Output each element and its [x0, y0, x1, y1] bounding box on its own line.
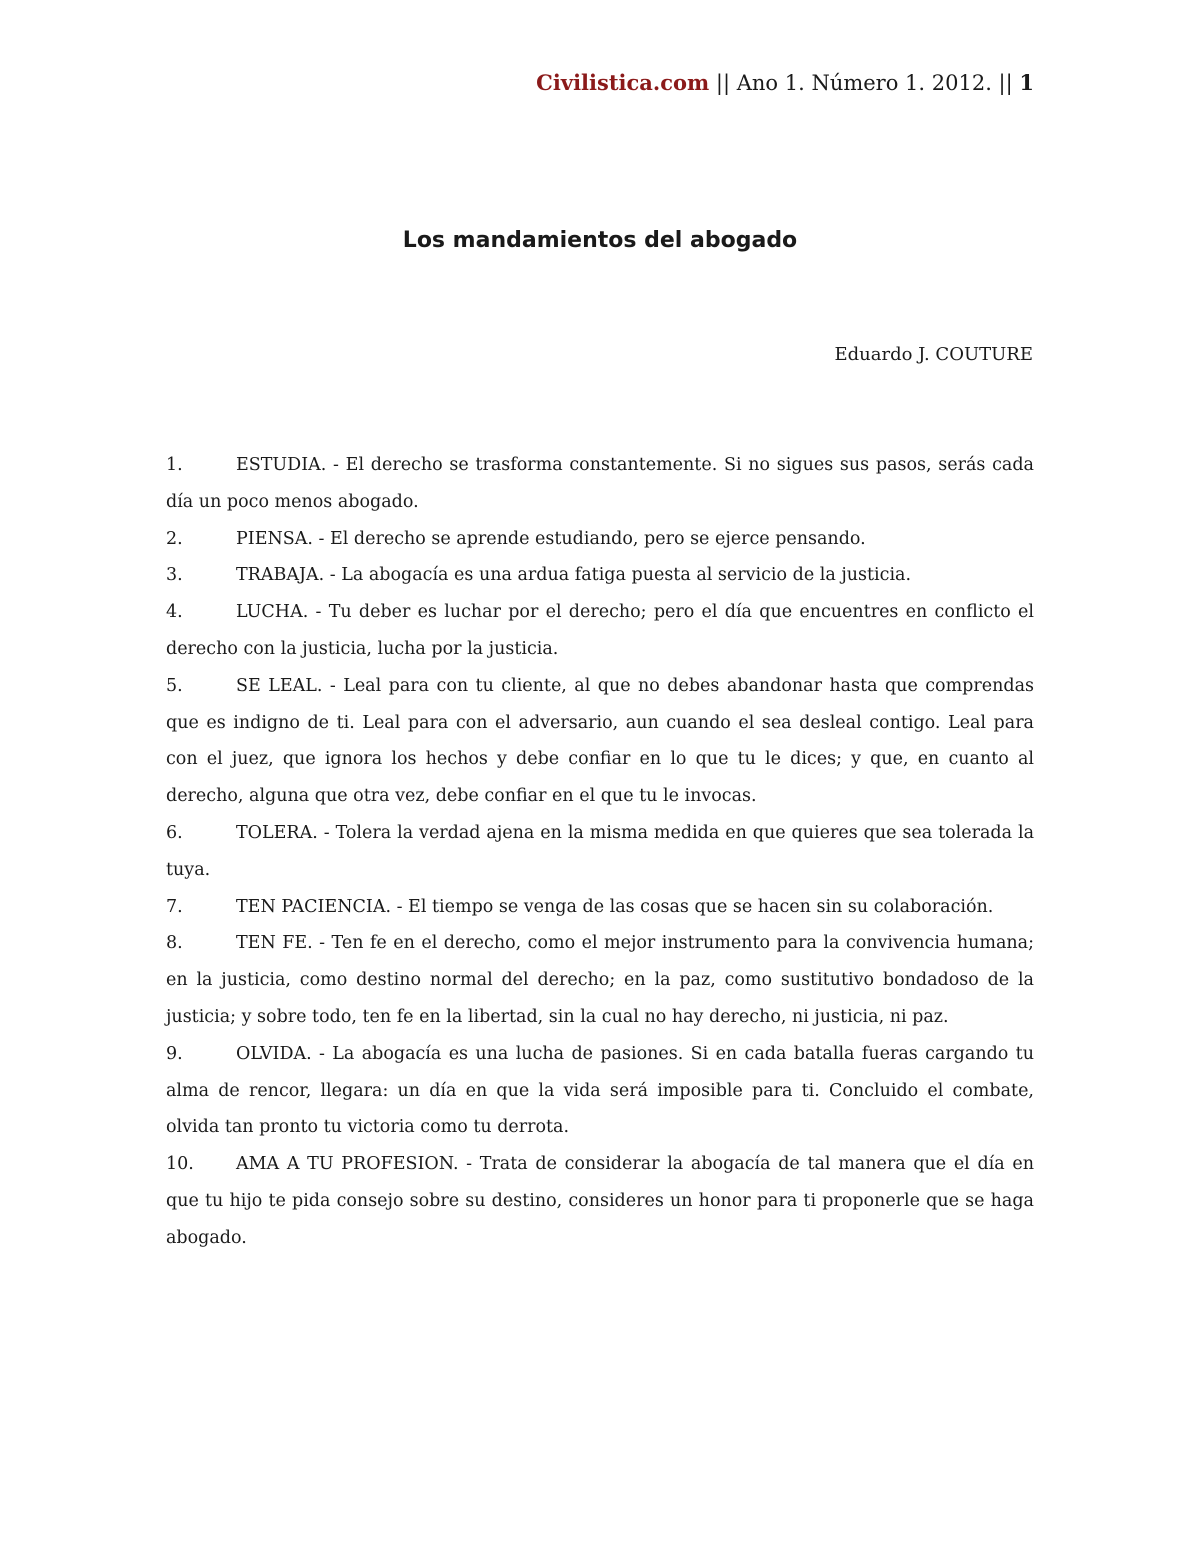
- item-number: 9.: [166, 1043, 183, 1064]
- list-item: [166, 1146, 1034, 1256]
- list-item: [166, 925, 1034, 1035]
- list-item: [166, 668, 1034, 815]
- item-text: LUCHA. - Tu deber es luchar por el derecho; pero el día que encuentres en conflicto el derecho con la justicia, lucha por la justicia.: [166, 602, 1034, 659]
- journal-brand: Civilistica.com: [536, 70, 710, 95]
- author-name: Eduardo J. COUTURE: [834, 344, 1033, 365]
- item-text: PIENSA. - El derecho se aprende estudiando, pero se ejerce pensando.: [236, 528, 866, 549]
- item-number: 3.: [166, 565, 183, 586]
- page-number: 1: [1019, 70, 1034, 95]
- item-number: 2.: [166, 528, 183, 549]
- list-item: [166, 447, 1034, 521]
- item-number: 5.: [166, 675, 183, 696]
- item-text: AMA A TU PROFESION. - Trata de considerar la abogacía de tal manera que el día en que tu hijo te pida consejo sobre su destino, consideres un honor para ti proponerle que se haga abogado.: [166, 1154, 1034, 1248]
- item-text: TRABAJA. - La abogacía es una ardua fatiga puesta al servicio de la justicia.: [236, 565, 912, 586]
- item-number: 10.: [166, 1154, 194, 1175]
- item-number: 1.: [166, 455, 183, 475]
- item-number: 8.: [166, 933, 183, 954]
- list-item: [166, 557, 1034, 594]
- item-number: 4.: [166, 602, 183, 623]
- item-text: TEN FE. - Ten fe en el derecho, como el mejor instrumento para la convivencia humana; en la justicia, como destino normal del derecho; en la paz, como sustitutivo bondadoso de la justicia; y sobre todo, ten fe en la libertad, sin la cual no hay derecho, ni justicia, ni paz.: [166, 933, 1034, 1027]
- item-text: SE LEAL. - Leal para con tu cliente, al que no debes abandonar hasta que comprendas que es indigno de ti. Leal para con el adversario, aun cuando el sea desleal contigo. Leal para con el juez, que ignora los hechos y debe confiar en lo que tu le dices; y que, en cuanto al derecho, alguna que otra vez, debe confiar en el que tu le invocas.: [166, 675, 1034, 807]
- list-item: [166, 889, 1034, 926]
- running-header: [536, 68, 1034, 98]
- list-item: [166, 521, 1034, 558]
- list-item: [166, 594, 1034, 668]
- item-number: 7.: [166, 896, 183, 917]
- issue-info: || Ano 1. Número 1. 2012. ||: [709, 71, 1020, 95]
- item-text: TOLERA. - Tolera la verdad ajena en la misma medida en que quieres que sea tolerada la tuya.: [166, 822, 1034, 880]
- document-title: Los mandamientos del abogado: [402, 228, 798, 253]
- list-item: [166, 815, 1034, 889]
- item-text: ESTUDIA. - El derecho se trasforma constantemente. Si no sigues sus pasos, serás cada día un poco menos abogado.: [166, 455, 1034, 512]
- list-item: [166, 1036, 1034, 1146]
- item-number: 6.: [166, 822, 183, 843]
- item-text: OLVIDA. - La abogacía es una lucha de pasiones. Si en cada batalla fueras cargando tu alma de rencor, llegara: un día en que la vida será imposible para ti. Concluido el combate, olvida tan pronto tu victoria como tu derrota.: [166, 1043, 1034, 1138]
- commandments-list: [166, 447, 1034, 1257]
- item-text: TEN PACIENCIA. - El tiempo se venga de las cosas que se hacen sin su colaboración.: [236, 896, 994, 917]
